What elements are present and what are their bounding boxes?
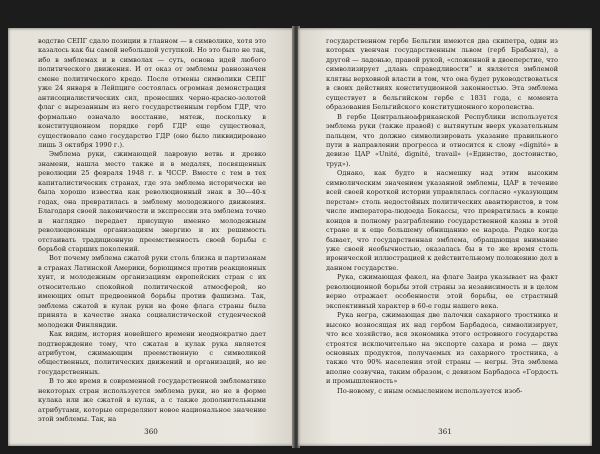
paragraph: В гербе Центральноафриканской Республики используется эмблема руки (также правой) с вытянутым вверх указательным пальцем, что должно символизировать указание правильного пути в направлении прогресса и относится к слову «dignité» в девизе ЦАР «Unité, dignité, travail» («Единство, достоинство, труд»). [326, 112, 558, 168]
page-number-right: 361 [438, 427, 452, 436]
paragraph: водство СЕПГ сдало позиции в главном — в символике, хотя это казалось как бы самой небольшой уступкой. Но это было не так, ибо в эмблемах и в символах — суть, основа идей любого политического движения. И от оказ от эмблемы равнозначен смене политического кредо. После отмены символики СЕПГ уже 24 января в Лейпциге состоялась огромная демонстрация антисоциалистических сил, пронесших черно-красно-золотой флаг с вырезанным из него государственным гербом ГДР, что формально означало восстание, мятеж, поскольку в конституционном порядке герб ГДР еще существовал, существовало само государство ГДР (оно было ликвидировано лишь 3 октября 1990 г.). [38, 37, 266, 149]
left-page [8, 28, 294, 446]
paragraph: В то же время в современной государственной эмблематике некоторых стран используется эмблема руки, но не в форме кулака или же сжатой в кулак, а с также дополнительными атрибутами, которые определяют новое национальное значение этой эмблемы. Так, на [38, 377, 266, 424]
paragraph: Как видим, история новейшего времени неоднократно дает подтверждение тому, что сжатая в кулак рука является атрибутом, сжимающим преемственную с символикой общественных, политических движений и организаций, но не государственных. [38, 330, 266, 376]
paragraph: государственном гербе Бельгии имеются два скипетра, один из которых увенчан государственным львом (герб Брабанта), а другой — ладонью, правой рукой, «сложенной в двоеперстие, что символизирует „длань справедливости“ и является эмблемой клятвы верховной власти в том, что она будет руководствоваться в своих действиях конституционной законностью. Эта эмблема существует в бельгийском гербе с 1831 года, с момента образования Бельгийского конституционного королевства. [326, 37, 558, 112]
right-page [298, 28, 592, 446]
paragraph: Однако, как будто в насмешку над этим высоким символическим значением указанной эмблемы, ЦАР в течение всей своей короткой истории управлялась согласно «указующим перстам» столь недостойных политических авантюристов, в том числе императора-людоеда Бокассы, что превратилась в конце концов в полному разграблению государственной казны в этой стране и к еще большему обнищанию ее народа. Редко когда бывает, что государственная эмблема, обращающая внимание уже своей необычностью, оказалась бы в то же время столь иронической иллюстрацией к действительному положению дел в данном государстве. [326, 169, 558, 272]
paragraph: Рука негра, сжимающая две палочки сахарного тростника и высоко возносящая их над гербом Барбадоса, символизирует, что все хозяйство, вся экономика этого островного государства строятся исключительно на экспорте сахара и рома — двух основных продуктов, получаемых из сахарного тростника, а также что 90% населения этой страны — негры. Эта эмблема вполне созвучна, таким образом, с девизом Барбадоса «Гордость и промышленность» [326, 311, 558, 386]
paragraph: По-новому, с иным осмыслением используется изоб- [337, 386, 523, 395]
left-page-text [38, 37, 266, 425]
paragraph: Эмблема руки, сжимающей лавровую ветвь и древко знамени, нашла место также и в медалях, посвященных революции 25 февраля 1948 г. в ЧССР. Вместе с тем в тех капиталистических странах, где эта эмблема исторически не была хорошо известна как революционный знак в 30—40-х годах, она превратилась в эмблему молодежного движения. Благодаря своей лаконичности и экспрессии эта эмблема точно и наглядно передает присущую именно молодежным революционным организациям энергию и их решимость отстаивать традиционную преемственность своей борьбы с борьбой старших поколений. [38, 150, 266, 253]
paragraph: Рука, сжимающая факел, на флаге Заира указывает на факт революционной борьбы этой страны за независимость и в целом верно отражает особенности этой борьбы, ее страстный экспективный характер в 60-е годы нашего века. [326, 273, 558, 310]
paragraph: Вот почему эмблема сжатой руки столь близка и партизанам в странах Латинской Америки, борющимся против реакционных хунт, и молодежным организациям европейских стран с их относительно спокойной политической атмосферой, но имеющих опыт предвоенной борьбы против фашизма. Так, эмблема сжатой в кулак руки на фоне флага страны была принята в качестве знака социалистической студенческой молодежи Финляндии. [38, 254, 266, 329]
right-page-text [326, 37, 558, 396]
page-number-left: 360 [144, 427, 158, 436]
